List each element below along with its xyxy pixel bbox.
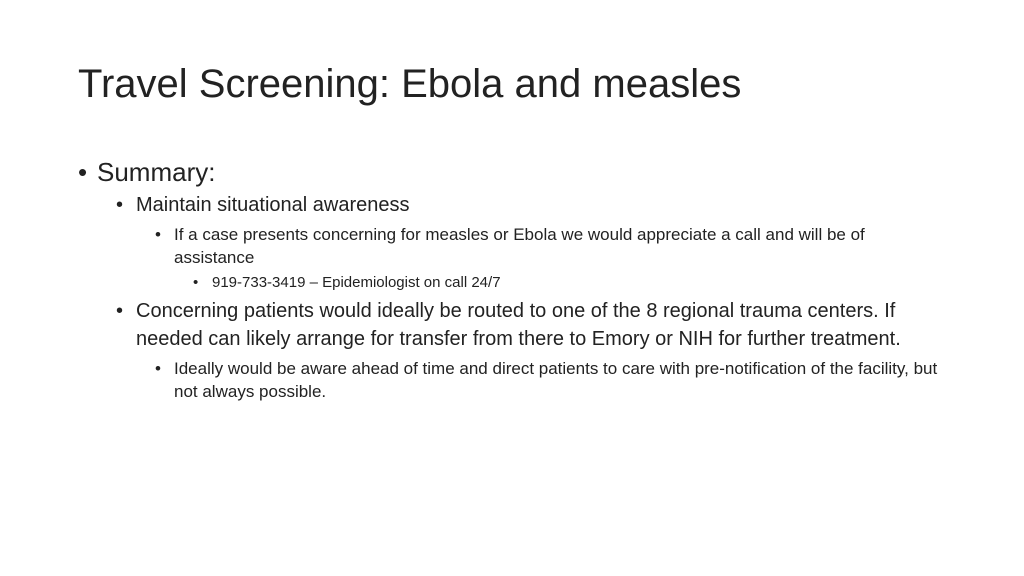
slide-body [78,156,948,403]
slide-title: Travel Screening: Ebola and measles [78,62,742,106]
bullet-summary [78,156,948,188]
bullet-dot-icon: • [78,157,88,187]
bullet-epidemiologist-phone [193,272,948,294]
bullet-text: 919-733-3419 – Epidemiologist on call 24/7 [212,274,501,291]
bullet-dot-icon: • [193,274,199,291]
bullet-concerning-patients [116,297,948,353]
bullet-text: Summary: [97,157,216,187]
bullet-dot-icon: • [155,225,161,244]
bullet-dot-icon: • [155,359,161,378]
bullet-situational-awareness [116,191,948,219]
bullet-text: Maintain situational awareness [136,194,410,216]
bullet-dot-icon: • [116,194,124,216]
bullet-case-presents [155,223,948,269]
bullet-text: Ideally would be aware ahead of time and direct patients to care with pre-notification of the facility, but not always possible. [174,359,938,401]
bullet-pre-notification [155,357,948,403]
bullet-dot-icon: • [116,300,124,322]
bullet-text: If a case presents concerning for measles or Ebola we would appreciate a call and will be of assistance [174,225,865,267]
bullet-text: Concerning patients would ideally be routed to one of the 8 regional trauma centers. If needed can likely arrange for transfer from there to Emory or NIH for further treatment. [136,300,901,350]
